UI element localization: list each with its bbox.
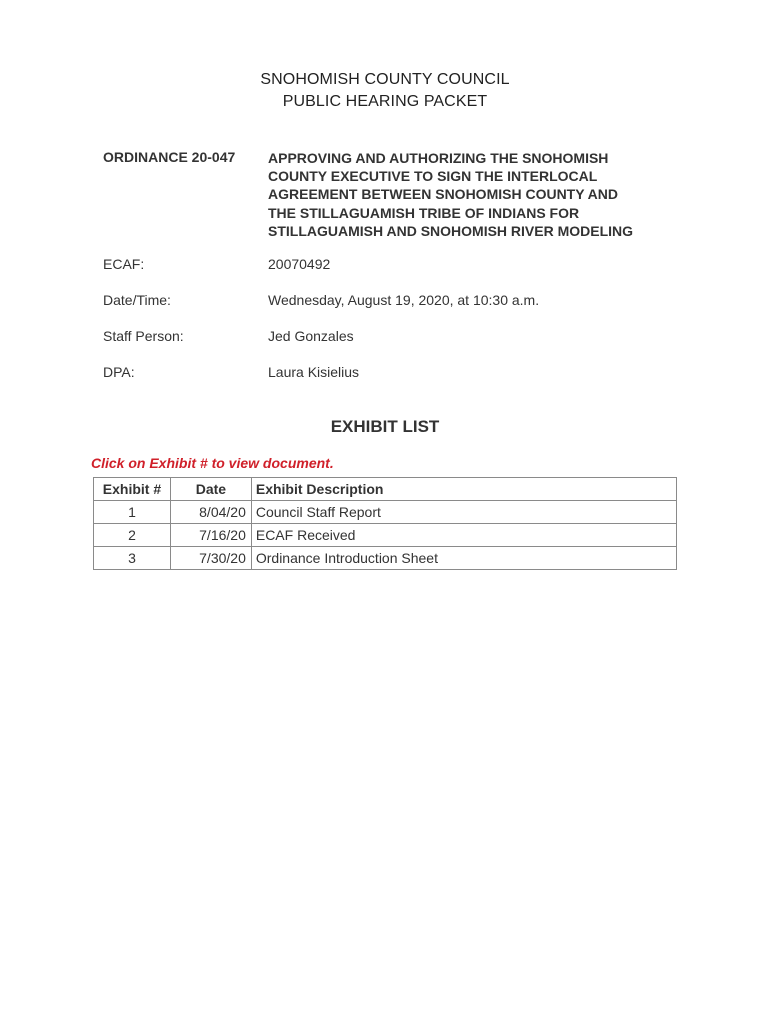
exhibit-list-heading: EXHIBIT LIST <box>330 417 440 436</box>
ordinance-title-line: APPROVING AND AUTHORIZING THE SNOHOMISH <box>268 150 609 166</box>
ecaf-value: 20070492 <box>268 256 331 272</box>
exhibit-link-1[interactable]: 1 <box>128 504 136 520</box>
exhibit-number-cell <box>94 501 171 524</box>
exhibit-description: Ordinance Introduction Sheet <box>251 547 676 570</box>
table-row <box>94 547 677 570</box>
exhibit-number-cell <box>94 524 171 547</box>
ecaf-label: ECAF: <box>103 256 145 272</box>
ordinance-title-line: AGREEMENT BETWEEN SNOHOMISH COUNTY AND <box>268 186 619 203</box>
ordinance-title <box>268 149 688 240</box>
dpa-label: DPA: <box>103 364 135 380</box>
ordinance-title-line: THE STILLAGUAMISH TRIBE OF INDIANS FOR <box>268 204 580 221</box>
column-header-description: Exhibit Description <box>251 478 676 501</box>
click-instruction: Click on Exhibit # to view document. <box>91 455 334 471</box>
exhibit-table <box>93 477 677 570</box>
exhibit-date: 7/16/20 <box>170 524 251 547</box>
datetime-label: Date/Time: <box>103 292 171 308</box>
staff-person-value: Jed Gonzales <box>268 328 354 344</box>
exhibit-description: Council Staff Report <box>251 501 676 524</box>
exhibit-link-3[interactable]: 3 <box>128 550 136 566</box>
ordinance-title-line: COUNTY EXECUTIVE TO SIGN THE INTERLOCAL <box>268 168 598 185</box>
column-header-exhibit: Exhibit # <box>94 478 171 501</box>
ordinance-title-line: STILLAGUAMISH AND SNOHOMISH RIVER MODELING <box>268 222 634 239</box>
table-row <box>94 501 677 524</box>
table-row <box>94 524 677 547</box>
council-title: SNOHOMISH COUNTY COUNCIL <box>260 71 510 88</box>
exhibit-link-2[interactable]: 2 <box>128 527 136 543</box>
packet-title: PUBLIC HEARING PACKET <box>282 93 488 110</box>
staff-person-label: Staff Person: <box>103 328 184 344</box>
dpa-value: Laura Kisielius <box>268 364 360 380</box>
datetime-value: Wednesday, August 19, 2020, at 10:30 a.m. <box>268 292 540 308</box>
exhibit-date: 8/04/20 <box>170 501 251 524</box>
exhibit-date: 7/30/20 <box>170 547 251 570</box>
ordinance-number: ORDINANCE 20-047 <box>103 149 236 165</box>
exhibit-description: ECAF Received <box>251 524 676 547</box>
column-header-date: Date <box>170 478 251 501</box>
table-header-row <box>94 478 677 501</box>
exhibit-number-cell <box>94 547 171 570</box>
